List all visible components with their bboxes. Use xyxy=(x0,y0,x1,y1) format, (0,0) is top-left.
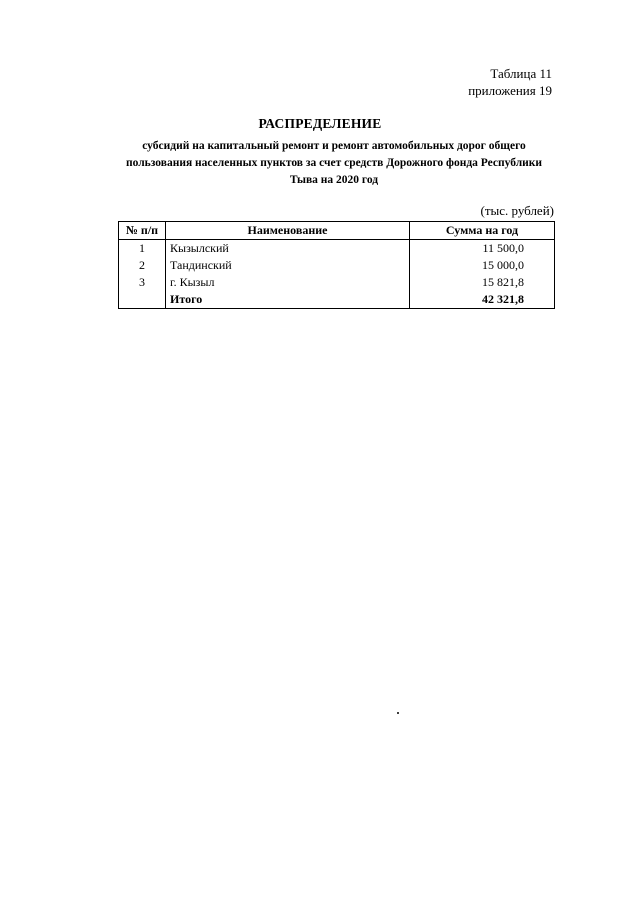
total-row xyxy=(119,291,555,309)
row-name: Кызылский xyxy=(166,240,410,258)
row-amount: 15 000,0 xyxy=(410,257,555,274)
row-number: 1 xyxy=(119,240,166,258)
total-label: Итого xyxy=(166,291,410,309)
row-amount: 11 500,0 xyxy=(410,240,555,258)
table-number: Таблица 11 xyxy=(490,66,552,81)
table-reference xyxy=(468,65,552,99)
appendix-number: приложения 19 xyxy=(468,83,552,98)
row-name: г. Кызыл xyxy=(166,274,410,291)
row-amount: 15 821,8 xyxy=(410,274,555,291)
table-row xyxy=(119,257,555,274)
distribution-table xyxy=(118,221,555,309)
document-subtitle: субсидий на капитальный ремонт и ремонт автомобильных дорог общего пользования населенных пунктов за счет средств Дорожного фонда Республики Тыва на 2020 год xyxy=(125,140,543,186)
column-header-name: Наименование xyxy=(166,222,410,240)
scan-speck xyxy=(397,712,399,714)
table-row xyxy=(119,240,555,258)
table-row xyxy=(119,274,555,291)
total-amount: 42 321,8 xyxy=(410,291,555,309)
column-header-number: № п/п xyxy=(119,222,166,240)
document-title: РАСПРЕДЕЛЕНИЕ xyxy=(258,116,382,131)
total-number xyxy=(119,291,166,309)
row-number: 2 xyxy=(119,257,166,274)
unit-note: (тыс. рублей) xyxy=(480,203,554,218)
row-name: Тандинский xyxy=(166,257,410,274)
column-header-amount: Сумма на год xyxy=(410,222,555,240)
row-number: 3 xyxy=(119,274,166,291)
table-header-row xyxy=(119,222,555,240)
